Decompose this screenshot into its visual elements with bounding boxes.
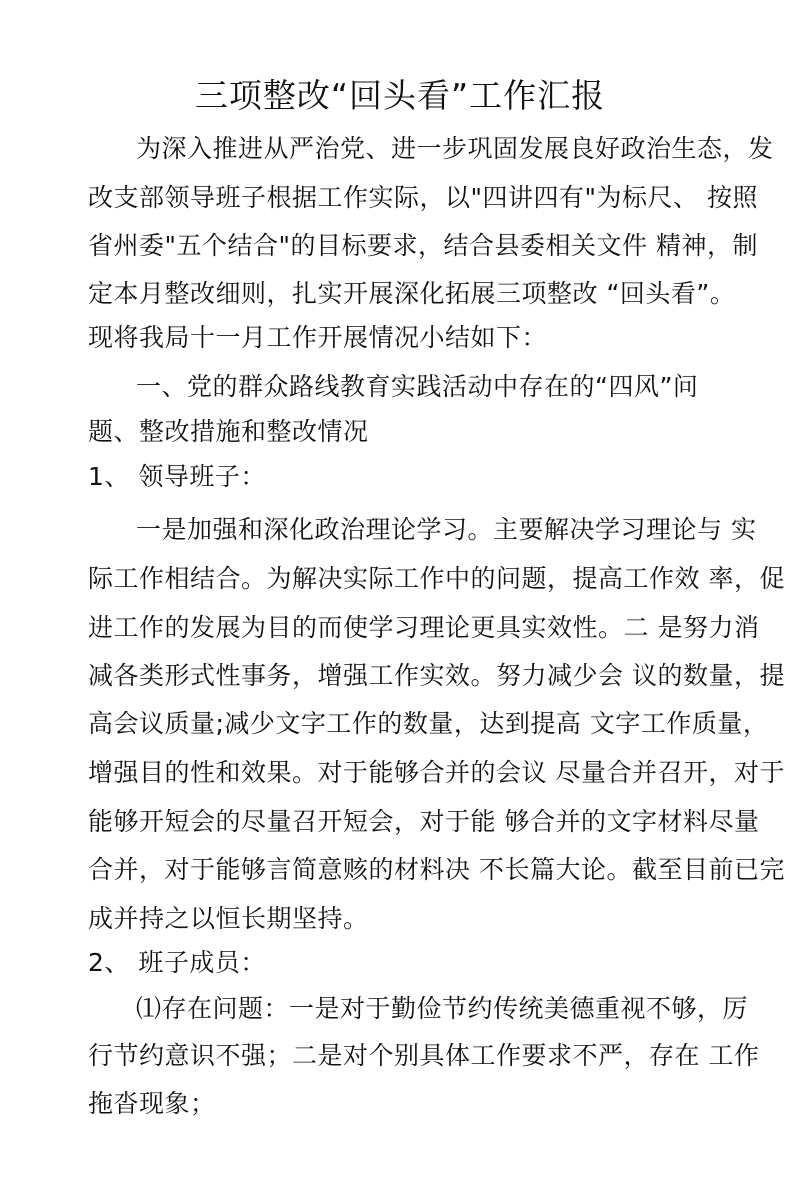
paragraph-line-9: 减各类形式性事务，增强工作实效。努力减少会 议的数量，提 [88,661,785,690]
paragraph-line-16: 行节约意识不强；二是对个别具体工作要求不严，存在 工作 [88,1041,760,1070]
paragraph-line-10: 高会议质量;减少文字工作的数量，达到提高 文字工作质量， [88,709,769,738]
page-title: 三项整改“回头看”工作汇报 [194,76,606,115]
paragraph-line-5: 现将我局十一月工作开展情况小结如下： [88,323,548,352]
paragraph-line-6: 一是加强和深化政治理论学习。主要解决学习理论与 实 [136,515,757,544]
paragraph-line-1: 为深入推进从严治党、进一步巩固发展良好政治生态，发 [136,134,774,163]
paragraph-line-3: 省州委"五个结合"的目标要求，结合县委相关文件 精神，制 [88,231,758,260]
section-heading-line-2: 题、整改措施和整改情况 [88,417,369,446]
paragraph-line-11: 增强目的性和效果。对于能够合并的会议 尽量合并召开，对于 [88,758,785,787]
paragraph-line-17: 拖沓现象； [88,1089,216,1118]
subsection-heading-1: 1、 领导班子： [88,462,266,491]
paragraph-line-15: ⑴存在问题：一是对于勤俭节约传统美德重视不够，厉 [136,994,749,1023]
paragraph-line-4: 定本月整改细则，扎实开展深化拓展三项整改 “回头看”。 [88,279,736,308]
subsection-heading-2: 2、 班子成员： [88,948,266,977]
paragraph-line-14: 成并持之以恒长期坚持。 [88,904,369,933]
paragraph-line-12: 能够开短会的尽量召开短会，对于能 够合并的文字材料尽量 [88,807,760,836]
section-heading-line-1: 一、党的群众路线教育实践活动中存在的“四风”问 [136,372,699,401]
paragraph-line-13: 合并，对于能够言简意赅的材料决 不长篇大论。截至目前已完 [88,855,785,884]
paragraph-line-8: 进工作的发展为目的而使学习理论更具实效性。二 是努力消 [88,613,760,642]
paragraph-line-2: 改支部领导班子根据工作实际，以"四讲四有"为标尺、 按照 [88,183,758,212]
paragraph-line-7: 际工作相结合。为解决实际工作中的问题，提高工作效 率，促 [88,564,785,593]
